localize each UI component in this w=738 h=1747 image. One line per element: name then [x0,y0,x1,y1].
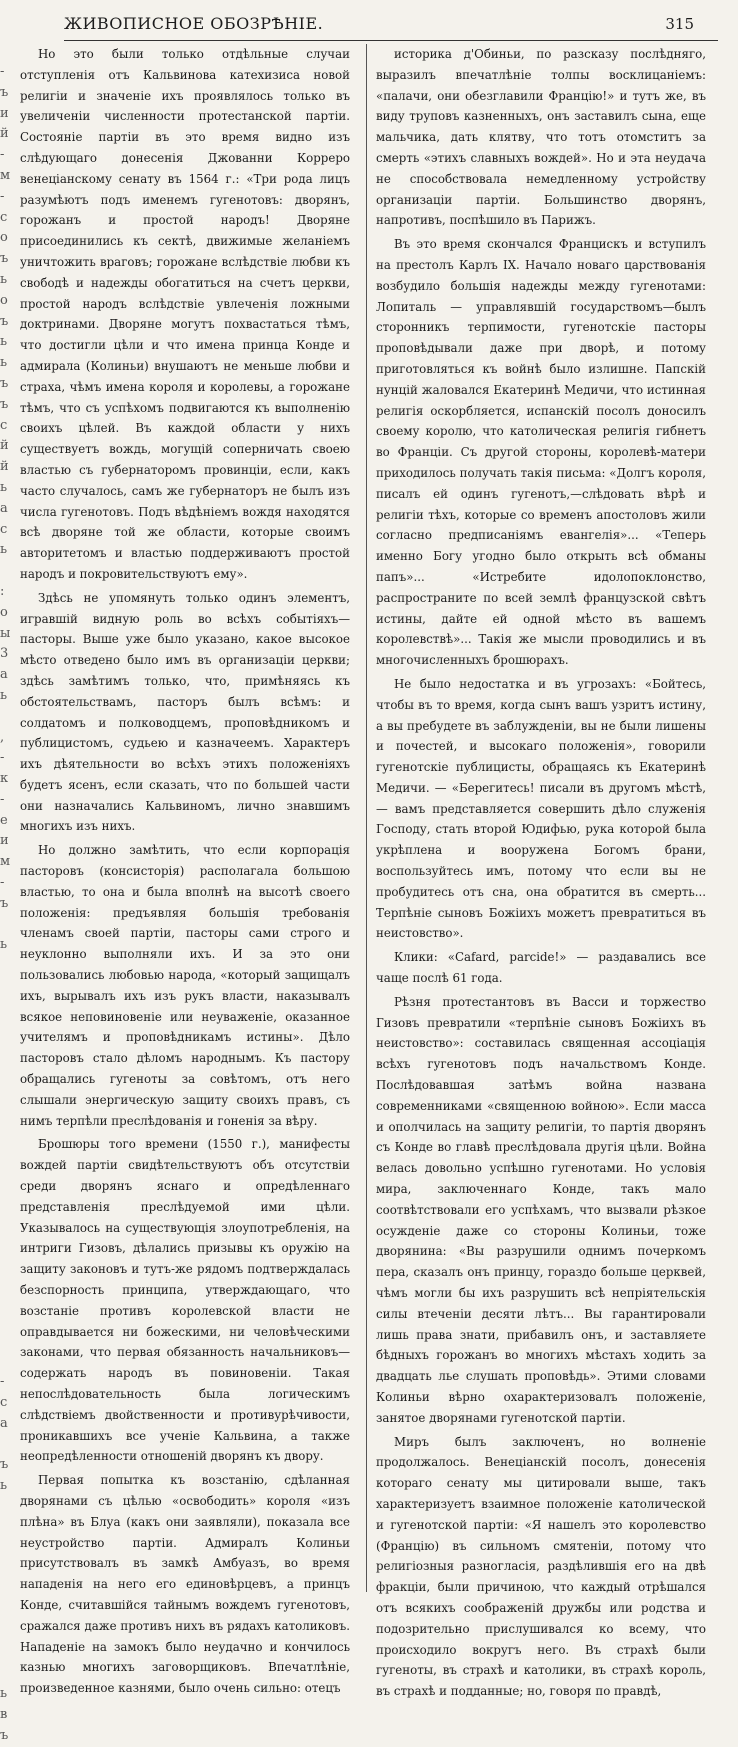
margin-fragment [0,1518,10,1539]
margin-fragment: ъ [0,895,9,911]
margin-fragment: е [0,812,8,828]
margin-fragment: ъ [0,375,9,391]
page-number: 315 [665,15,694,33]
margin-fragment [0,1643,10,1664]
margin-fragment: й [0,126,9,142]
margin-fragment: ы [0,625,10,641]
margin-fragment: ь [0,334,8,350]
margin-fragment: ъ [0,84,9,100]
margin-fragment [0,1580,10,1601]
margin-fragment: а [0,667,8,683]
margin-fragment [0,1081,10,1102]
margin-fragment [0,1039,10,1060]
margin-fragment: - [0,64,5,79]
margin-fragment [0,1227,10,1248]
right-column [376,44,706,1705]
margin-fragment: 3 [0,646,9,662]
margin-fragment: : [0,583,5,599]
margin-fragment: - [0,750,5,766]
margin-fragment: о [0,230,8,246]
margin-fragment [0,956,10,977]
margin-fragment [0,1247,10,1268]
column-divider [366,44,367,1592]
margin-fragment: с [0,417,8,433]
margin-fragment: и [0,105,9,121]
margin-fragment: - [0,188,5,204]
margin-fragment [0,1289,10,1310]
paragraph: Здѣсь не упомянуть только одинъ элементъ, игравшій видную роль во всѣхъ событіяхъ—пасторы. Выше уже было указано, какое высокое мѣсто отведено было имъ въ организаціи церкви; здѣсь замѣтимъ только, что, примѣняясь къ обстоятельствамъ, пасторъ былъ всѣмъ: и солдатомъ и полководцемъ, проповѣдникомъ и публицистомъ, судьею и казначеемъ. Характеръ ихъ дѣятельности во всѣхъ этихъ положеніяхъ будетъ ясенъ, если сказать, что по большей части они назначались Кальвиномъ, лично знавшимъ многихъ изъ нихъ. [20,590,350,834]
margin-fragment: м [0,167,10,183]
margin-fragment [0,977,10,998]
margin-fragment [0,1559,10,1580]
margin-fragment [0,1539,10,1560]
margin-fragment: - [0,791,5,807]
paragraph: Но это были только отдѣльные случаи отступленія отъ Кальвинова катехизиса новой религіи и значеніе ихъ проявлялось только въ увеличеніи численности протестанской партіи. Состояніе партіи въ это время видно изъ слѣдующаго донесенія Джованни Корреро венеціанскому сенату въ 1564 г.: «Три рода лицъ разумѣютъ подъ именемъ гугенотовъ: дворянъ, горожанъ и простой народъ! Дворяне присоединились къ сектѣ, движимые желаніемъ уничтожить враговъ; горожане вслѣдствіе любви къ свободѣ и надежды обогатиться на счетъ церкви, простой народъ вслѣдствіе увлеченія ложными доктринами. Дворяне могутъ похвастаться тѣмъ, что достигли цѣли и что имена принца Конде и адмирала (Колиньи) внушаютъ не меньше любви и страха, чѣмъ имена короля и королевы, а горожане тѣмъ, что съ успѣхомъ подвигаются къ выполненію своихъ цѣлей. Въ каждой области у нихъ существуетъ вождь, могущій соперничать своею властью съ губернаторомъ провинціи, если, какъ часто случалось, самъ же губернаторъ не былъ изъ числа гугенотовъ. Подъ вѣдѣніемъ вождя находятся всѣ дворяне той же области, которые своимъ авторитетомъ и властью поддерживаютъ простой народъ и покровительствуютъ ему». [20,47,350,581]
margin-fragment [0,1206,10,1227]
margin-fragment: а [0,1415,8,1431]
margin-fragment [0,1601,10,1622]
margin-fragment: й [0,438,9,454]
margin-fragment [0,1123,10,1144]
margin-fragment: м [0,854,10,870]
margin-fragment: ь [0,1478,8,1494]
margin-fragment [0,1060,10,1081]
margin-fragment [0,1435,10,1456]
margin-fragment: ь [0,542,8,558]
margin-fragment: с [0,1395,8,1410]
margin-fragment: й [0,459,9,475]
margin-fragment [0,1310,10,1331]
margin-fragment [0,1143,10,1164]
paragraph: Не было недостатка и въ угрозахъ: «Бойтесь, чтобы въ то время, когда сынъ вашъ узритъ истину, а вы пребудете въ заблужденіи, вы не были лишены и почестей, и высокаго положенія», говорили гугенотскіе публицисты, обращаясь къ Екатеринѣ Медичи. — «Берегитесь! писали въ другомъ мѣстѣ, — вамъ представляется совершить дѣло служенія Господу, стать второй Юдифью, рука которой была укрѣплена и вооружена Богомъ брани, воспользуйтесь имъ, потому что если вы не пробудитесь отъ сна, она обратится въ смерть... Терпѣніе сыновъ Божіихъ можетъ превратиться въ неистовство». [376,676,706,941]
margin-fragment: с [0,521,8,537]
margin-fragment [0,1663,10,1684]
paragraph: Въ это время скончался Францискъ и вступилъ на престолъ Карлъ IX. Начало новаго царствованія возбудило большія надежды между гугенотами: Лопиталь — управлявшій государствомъ—былъ сторонникъ терпимости, гугенотскіе пасторы проповѣдывали даже при дворѣ, и потому приготовляться къ войнѣ было излишне. Папскій нунцій жаловался Екатеринѣ Медичи, что истинная религія оскорбляется, испанскій посолъ доносилъ своему королю, что католическая религія гибнетъ во Франціи. Съ другой стороны, королевѣ-матери приходилось получать такія письма: «Долгъ короля, писалъ ей одинъ гугенотъ,—слѣдовать вѣрѣ и религіи тѣхъ, которые со временъ апостоловъ жили согласно предписаніямъ евангелія»... «Теперь именно Богу угодно было открыть всѣ обманы папъ»... «Истребите идолопоклонство, распространите по всей землѣ французской свѣтъ истины, дайте ей одной мѣсто въ вашемъ королевствѣ»... Такія же мысли проводились и въ многочисленныхъ брошюрахъ. [376,237,706,668]
paragraph: Первая попытка къ возстанію, сдѣланная дворянами съ цѣлью «освободить» короля «изъ плѣна» въ Блуа (какъ они заявляли), показала все неустройство партіи. Адмиралъ Колиньи присутствовалъ въ замкѣ Амбуазъ, во время нападенія на него его единовѣрцевъ, а принцъ Конде, считавшійся тайнымъ вождемъ гугенотовъ, сражался даже противъ нихъ въ рядахъ католиковъ. Нападеніе на замокъ было неудачно и кончилось казнью многихъ заговорщиковъ. Впечатлѣніе, произведенное казнями, было очень сильно: отецъ [20,1473,350,1696]
margin-fragment: - [0,147,5,163]
margin-fragment [0,1102,10,1123]
margin-fragment: ь [0,937,8,953]
margin-fragment: в [0,1706,8,1722]
margin-fragment [0,1497,10,1518]
margin-fragment: ь [0,479,8,495]
margin-fragment [0,998,10,1019]
running-title: ЖИВОПИСНОЕ ОБОЗРѢНІЕ. [64,14,324,33]
margin-fragment: ъ [0,1457,9,1473]
margin-fragment [0,1019,10,1040]
paragraph: Брошюры того времени (1550 г.), манифесты вождей партіи свидѣтельствуютъ объ отсутствіи среди дворянъ яснаго и опредѣленнаго представленія преслѣдуемой ими цѣли. Указывалось на существующія злоупотребленія, на интриги Гизовъ, дѣлались призывы къ оружію на защиту законовъ и тутъ-же рядомъ подтверждалась безспорность принципа, утверждающаго, что возстаніе противъ королевской власти не оправдывается ни божескими, ни человѣческими законами, что первая обязанность начальниковъ—содержать народъ въ повиновеніи. Такая непослѣдовательность была логическимъ слѣдствіемъ двойственности и противурѣчивости, проникавшихъ все ученіе Кальвина, а также неопредѣленности отношеній дворянъ къ двору. [20,1137,350,1464]
margin-fragment [0,1351,10,1372]
margin-fragment: , [0,729,5,745]
margin-fragment [0,707,10,728]
page-header [64,10,718,36]
margin-fragment: ъ [0,396,9,412]
left-margin-fragments [0,62,10,1747]
paragraph: историка д'Обиньи, по разсказу послѣдняго, выразилъ впечатлѣніе толпы восклицаніемъ: «палачи, они обезглавили Францію!» и тутъ же, въ виду труповъ казненныхъ, онъ заставилъ сына, еще мальчика, дать клятву, что тотъ отомститъ за смерть «этихъ славныхъ вождей». Но и эта неудача не способствовала немедленному устройству организаціи партіи. Большинство дворянъ, напротивъ, поспѣшило въ Парижъ. [376,47,706,228]
margin-fragment: ъ [0,1727,9,1743]
margin-fragment: ъ [0,251,9,267]
margin-fragment: к [0,771,9,787]
margin-fragment: ь [0,355,8,371]
margin-fragment [0,915,10,936]
paragraph: Но должно замѣтить, что если корпорація пасторовъ (консисторія) располагала большою властью, то она и была вполнѣ на высотѣ своего положенія: предъявляя большія требованія членамъ своей партіи, пасторы сами строго и неуклонно выполняли ихъ. И за это они пользовались любовью народа, «который защищалъ ихъ, вырывалъ ихъ изъ рукъ власти, наказывалъ всякое неповиновеніе или неуваженіе, оказанное учителямъ и проповѣдникамъ истины». Дѣло пасторовъ стало дѣломъ народнымъ. Къ пастору обращались гугеноты за совѣтомъ, отъ него слышали энергическую защиту своихъ правъ, съ нимъ терпѣли преслѣдованія и гоненія за вѣру. [20,843,350,1128]
margin-fragment: ь [0,1686,8,1702]
margin-fragment: ь [0,687,8,703]
margin-fragment: о [0,604,8,620]
margin-fragment: - [0,1374,5,1390]
margin-fragment: и [0,833,9,849]
margin-fragment [0,1331,10,1352]
margin-fragment: а [0,500,8,516]
margin-fragment: ъ [0,313,9,329]
paragraph: Миръ былъ заключенъ, но волненіе продолжалось. Венеціанскій посолъ, донесенія котораго сенату мы цитировали выше, такъ характеризуетъ взаимное положеніе католической и гугенотской партіи: «Я нашелъ это королевство (Францію) въ сильномъ смятеніи, потому что религіозныя разногласія, раздѣлившія его на двѣ фракціи, были причиною, что каждый отрѣшался отъ всякихъ соображеній дружбы или родства и подозрительно прислушивался ко всему, что происходило вокругъ него. Въ страхѣ были гугеноты, въ страхѣ и католики, въ страхѣ король, въ страхѣ и подданные; но, говоря по правдѣ, [376,1434,706,1699]
left-column [20,44,350,1702]
margin-fragment [0,1268,10,1289]
margin-fragment: о [0,292,8,308]
header-rule [64,40,718,41]
margin-fragment: ь [0,271,8,287]
margin-fragment [0,561,10,582]
margin-fragment [0,1164,10,1185]
margin-fragment: - [0,875,5,891]
margin-fragment [0,1185,10,1206]
margin-fragment [0,1622,10,1643]
paragraph: Клики: «Cafard, parcide!» — раздавались все чаще послѣ 61 года. [376,950,706,986]
paragraph: Рѣзня протестантовъ въ Васси и торжество Гизовъ превратили «терпѣніе сыновъ Божіихъ въ неистовство»: составилась священная ассоціація всѣхъ гугенотовъ подъ начальствомъ Конде. Послѣдовавшая затѣмъ война названа современниками «священною войною». Если масса и ополчилась на защиту религіи, то партія дворянъ съ Конде во главѣ преслѣдовала другія цѣли. Война велась довольно успѣшно гугенотами. Но условія мира, заключеннаго Конде, такъ мало соотвѣтствовали его успѣхамъ, что вызвали рѣзкое осужденіе даже со стороны Колиньи, тоже дворянина: «Вы разрушили однимъ почеркомъ пера, сказалъ онъ принцу, гораздо больше церквей, чѣмъ могли бы ихъ разрушить всѣ непріятельскія силы втеченіи десяти лѣтъ... Вы гарантировали лишь права знати, прибавилъ онъ, и заставляете бѣдныхъ горожанъ во многихъ мѣстахъ ходить за двадцать лье слушать проповѣдь». Этими словами Колиньи вѣрно охарактеризовалъ положеніе, занятое дворянами гугенотской партіи. [376,994,706,1425]
margin-fragment: с [0,209,8,225]
